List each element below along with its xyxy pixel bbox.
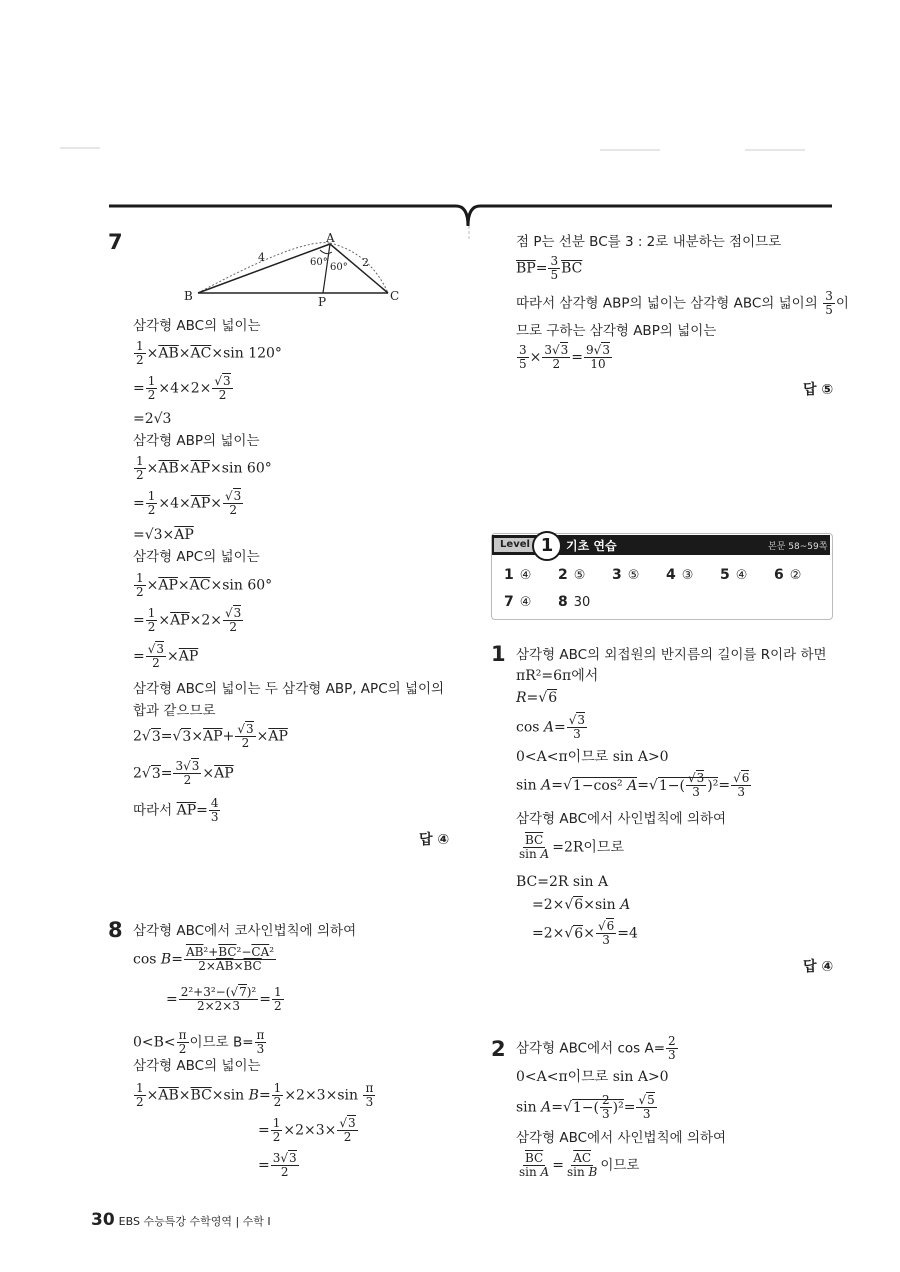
p8-eq: = $\frac{1}{2}$ ×2×3× $\frac{√3}{2}$ [258, 1116, 356, 1144]
r-answer: 답 ⑤ [803, 382, 834, 398]
p8-eq-part: 이므로 B= [189, 1034, 254, 1051]
vertex-a: A [326, 231, 335, 245]
level-answer: 1 ④ [504, 567, 532, 583]
r-eq: $\frac{3}{5}$ × $\frac{3√3}{2}$ = $\frac{9√3}{10}$ [519, 343, 610, 371]
p8-eq: = $\frac{\text{2²+3²−(√7)²}}{2\times 2\times 3}$ = $\frac{1}{2}$ [166, 985, 282, 1013]
page-footer [91, 1210, 271, 1230]
s1-eq: cos A= $\frac{√3}{3}$ [516, 713, 586, 741]
p7-therefore: 따라서 [133, 802, 173, 819]
p7-eq: 2√3= $\frac{3√3}{2}$ $\times\overline{AP}$ [133, 759, 234, 787]
p8-eq: 0<B< $\frac{\pi}{2}$ 이므로 B= $\frac{\pi}{3}$ [133, 1028, 265, 1056]
r-line: 따라서 삼각형 ABP의 넓이는 삼각형 ABC의 넓이의 [516, 295, 818, 312]
level-badge: Level [494, 538, 536, 552]
s1-line: 삼각형 ABC에서 사인법칙에 의하여 [516, 811, 727, 827]
p7-eq: $\frac{1}{2}$ $\times\overline{AP}\times\overline{AC}\times\sin$ 60° [136, 571, 273, 599]
p7-eq: =2√3 [133, 411, 172, 427]
level-number: 1 [532, 531, 562, 561]
level-answer: 4 ③ [666, 567, 694, 583]
s1-eq: =2×√6× $\frac{√6}{3}$ =4 [532, 919, 638, 947]
p7-line: 합과 같으므로 [133, 703, 216, 719]
angle-label-2: 60° [330, 262, 348, 273]
p7-line: 삼각형 ABC의 넓이는 두 삼각형 ABP, APC의 넓이의 [133, 681, 445, 697]
p7-eq: $2√3=√3\times\overline{AP}+$ $\frac{√3}{2}$ $\times\overline{AP}$ [133, 722, 288, 750]
angle-label-1: 60° [310, 257, 328, 268]
triangle-figure [180, 228, 410, 310]
problem-8-number: 8 [108, 918, 123, 942]
p7-eq: $\frac{1}{2}$ $\times\overline{AB}\times\overline{AC}\times\sin$ 120° [136, 339, 282, 367]
level-answer: 6 ② [774, 567, 802, 583]
p7-eq: $=√3\times\overline{AP}$ [133, 527, 194, 543]
p7-eq-tail: ×sin 120° [211, 345, 282, 362]
p7-line: 삼각형 APC의 넓이는 [133, 549, 260, 565]
side-ac-label: 2 [362, 256, 369, 269]
s1-eq-part: =2R이므로 [552, 839, 624, 856]
s1-answer: 답 ④ [803, 959, 834, 975]
solution-1-number: 1 [491, 642, 506, 666]
p7-eq: = $\frac{1}{2}$ $\times\overline{AP}\times 2\times$ $\frac{√3}{2}$ [133, 606, 242, 634]
p7-eq-part: ×4×2× [158, 380, 212, 397]
level-answer: 7 ④ [504, 594, 532, 610]
p7-eq: $\frac{1}{2}$ $\times\overline{AB}\times\overline{AP}\times\sin$ 60° [136, 454, 272, 482]
footer-text: EBS 수능특강 수학영역 | 수학 I [118, 1215, 271, 1228]
vertex-c: C [390, 289, 400, 303]
solution-2-number: 2 [491, 1037, 506, 1061]
p7-eq-tail: ×sin 60° [210, 460, 272, 477]
p7-eq-part: =√3× [133, 527, 175, 543]
p8-eq: cos B= $\frac{\overline{AB}^2+\overline{BC}^2-\overline{CA}^2}{2\times\overline{AB}\times\overline{BC}}$ [133, 945, 275, 973]
s2-eq: 0<A<π이므로 sin A>0 [516, 1069, 669, 1085]
s1-eq: πR²=6π에서 [516, 668, 599, 684]
page-number: 30 [91, 1210, 115, 1230]
r-line: 이 [835, 295, 849, 312]
level-title: 기초 연습 [566, 539, 617, 553]
p7-answer: 답 ④ [419, 832, 450, 848]
s1-eq: 0<A<π이므로 sin A>0 [516, 749, 669, 765]
level-answer: 2 ⑤ [558, 567, 586, 583]
r-eq: 따라서 삼각형 ABP의 넓이는 삼각형 ABC의 넓이의 $\frac{3}{5}$ 이 [516, 289, 849, 317]
vertex-b: B [184, 289, 193, 303]
p7-line: 삼각형 ABC의 넓이는 [133, 318, 261, 334]
p7-eq: 따라서 $\overline{AP}=$ $\frac{4}{3}$ [133, 796, 219, 824]
p8-eq-part: 0<B< [133, 1034, 176, 1051]
p8-eq: $\frac{1}{2}$ $\times\overline{AB}\times\overline{BC}\times\sin$ B= $\frac{1}{2}$ ×2×3×sin $\frac{\pi}{3}$ [136, 1081, 374, 1109]
s2-line: 삼각형 ABC에서 cos A= [516, 1040, 666, 1057]
header-rule [0, 0, 900, 240]
s1-line: 삼각형 ABC의 외접원의 반지름의 길이를 R이라 하면 [516, 647, 827, 663]
side-ab-label: 4 [258, 251, 265, 264]
point-p: P [318, 295, 327, 309]
p7-eq-tail: ×sin 60° [210, 577, 273, 594]
r-line: 므로 구하는 삼각형 ABP의 넓이는 [516, 323, 717, 339]
level-answer: 8 30 [558, 594, 591, 610]
level-pages: 본문 58~59쪽 [768, 542, 828, 552]
s2-line: 삼각형 ABC에서 사인법칙에 의하여 [516, 1130, 727, 1146]
p7-eq: = $\frac{1}{2}$ $\times 4\times\overline{AP}\times$ $\frac{√3}{2}$ [133, 489, 242, 517]
r-line: 점 P는 선분 BC를 3 : 2로 내분하는 점이므로 [516, 234, 782, 250]
p7-eq: = $\frac{1}{2}$ ×4×2× $\frac{√3}{2}$ [133, 374, 231, 402]
s1-eq: BC=2R sin A [516, 874, 609, 890]
p8-line: 삼각형 ABC에서 코사인법칙에 의하여 [133, 923, 357, 939]
s2-eq: $\frac{\overline{BC}}{\text{sin A}}$ = $\frac{\overline{AC}}{\text{sin B}}$ 이므로 [519, 1151, 640, 1179]
p8-eq: = $\frac{3√3}{2}$ [258, 1151, 297, 1179]
s2-eq-part: 이므로 [600, 1157, 640, 1174]
s2-eq: 삼각형 ABC에서 cos A= $\frac{2}{3}$ [516, 1034, 676, 1062]
s2-eq: sin A=√1−( $\frac{2}{3}$ )²= $\frac{√5}{3}$ [516, 1093, 655, 1121]
s1-eq: sin A=√1−cos² A=√1−( $\frac{√3}{3}$ )²= $\frac{√6}{3}$ [516, 771, 750, 799]
s1-eq: R=√6 [516, 690, 558, 706]
s1-eq: =2×√6×sin A [532, 897, 631, 913]
p7-eq: = $\frac{√3}{2}$ $\times\overline{AP}$ [133, 642, 199, 670]
r-eq: $\overline{BP}=$ $\frac{3}{5}$ $\overline{BC}$ [516, 254, 583, 282]
problem-7-number: 7 [108, 230, 123, 254]
p8-line: 삼각형 ABC의 넓이는 [133, 1058, 261, 1074]
p7-line: 삼각형 ABP의 넓이는 [133, 433, 260, 449]
level-answer: 3 ⑤ [612, 567, 640, 583]
level-answer: 5 ④ [720, 567, 748, 583]
s1-eq: $\frac{\overline{BC}}{\text{sin A}}$ =2R이므로 [519, 833, 624, 861]
